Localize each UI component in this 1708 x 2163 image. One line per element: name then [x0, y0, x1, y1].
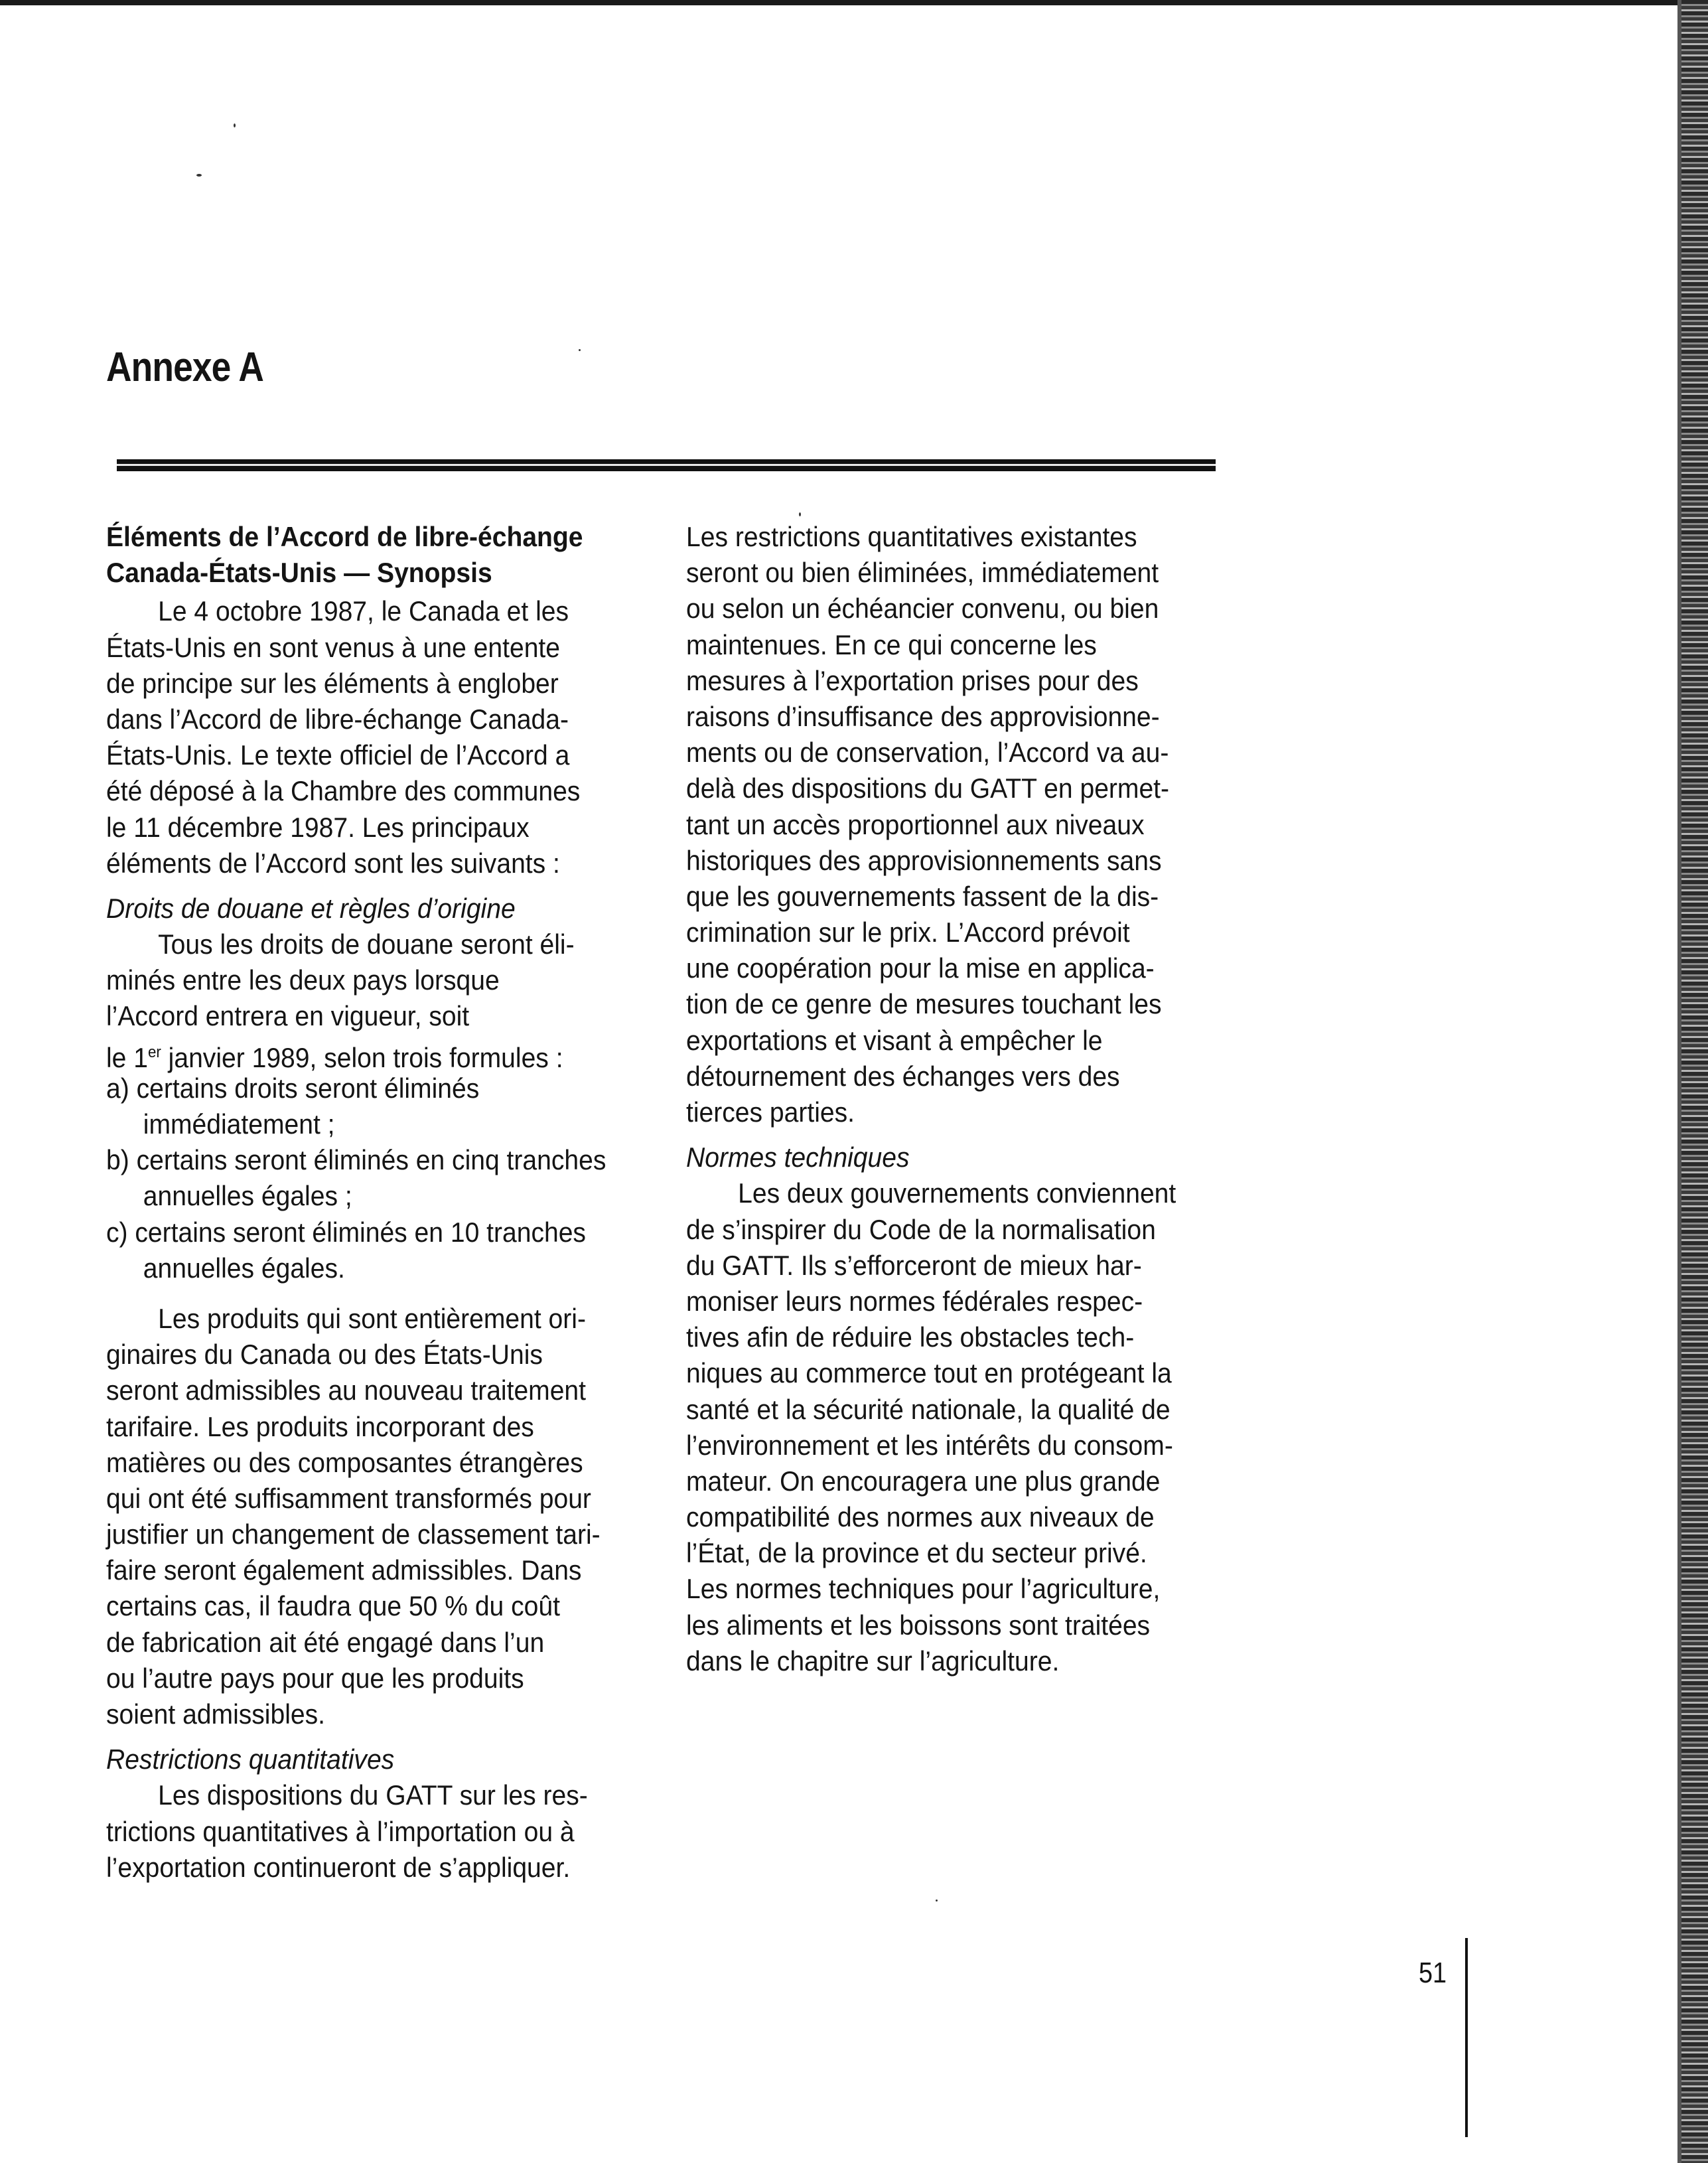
text-line: tierces parties.: [686, 1096, 855, 1128]
text-line: détournement des échanges vers des: [686, 1060, 1120, 1092]
text-line: b) certains seront éliminés en cinq tranches: [106, 1144, 606, 1176]
text-line: été déposé à la Chambre des communes: [106, 775, 581, 807]
text-line: de principe sur les éléments à englober: [106, 667, 559, 699]
text-line: États-Unis. Le texte officiel de l’Accord a: [106, 739, 570, 771]
text-line: de fabrication ait été engagé dans l’un: [106, 1626, 545, 1658]
text-line: faire seront également admissibles. Dans: [106, 1554, 582, 1586]
text-line: Tous les droits de douane seront éli-: [158, 929, 575, 960]
page-number: 51: [1419, 1957, 1447, 1989]
scan-speck: [936, 1900, 938, 1902]
text-line: Les deux gouvernements conviennent: [738, 1177, 1176, 1209]
text-line: Les produits qui sont entièrement ori-: [158, 1302, 586, 1334]
text-line: matières ou des composantes étrangères: [106, 1446, 583, 1478]
text-line: mateur. On encouragera une plus grande: [686, 1465, 1161, 1497]
text-line: Les restrictions quantitatives existantes: [686, 521, 1137, 552]
page-number-rule: [1465, 1938, 1468, 2137]
text-line: tion de ce genre de mesures touchant les: [686, 988, 1162, 1020]
text-line: qui ont été suffisamment transformés pour: [106, 1482, 591, 1514]
text-line: niques au commerce tout en protégeant la: [686, 1357, 1172, 1389]
text-line: tives afin de réduire les obstacles tech-: [686, 1321, 1135, 1353]
text-line: Les normes techniques pour l’agriculture,: [686, 1573, 1161, 1605]
text-line: du GATT. Ils s’efforceront de mieux har-: [686, 1249, 1142, 1281]
text-line: de s’inspirer du Code de la normalisation: [686, 1213, 1156, 1245]
text-line: seront ou bien éliminées, immédiatement: [686, 557, 1159, 589]
text-line: le 1er janvier 1989, selon trois formules :: [106, 1041, 563, 1073]
article-heading: Éléments de l’Accord de libre-échange: [106, 521, 583, 552]
text-line: minés entre les deux pays lorsque: [106, 964, 500, 996]
text-line: a) certains droits seront éliminés: [106, 1072, 480, 1104]
text-line: santé et la sécurité nationale, la qualité de: [686, 1393, 1171, 1425]
text-line: les aliments et les boissons sont traitées: [686, 1609, 1151, 1641]
text-line: mesures à l’exportation prises pour des: [686, 664, 1139, 696]
text-line: historiques des approvisionnements sans: [686, 844, 1162, 876]
text-line: éléments de l’Accord sont les suivants :: [106, 847, 560, 879]
text-line: trictions quantitatives à l’importation ou à: [106, 1815, 575, 1847]
text-line: ou l’autre pays pour que les produits: [106, 1662, 524, 1694]
scan-speck: [799, 512, 801, 516]
text-line: maintenues. En ce qui concerne les: [686, 629, 1097, 660]
text-line: delà des dispositions du GATT en permet-: [686, 773, 1170, 804]
text-line: tarifaire. Les produits incorporant des: [106, 1410, 534, 1442]
text-line: tant un accès proportionnel aux niveaux: [686, 808, 1145, 840]
article-heading: Canada-États-Unis — Synopsis: [106, 557, 492, 589]
text-line: l’État, de la province et du secteur privé.: [686, 1537, 1147, 1569]
text-line: c) certains seront éliminés en 10 tranches: [106, 1216, 586, 1248]
text-line: dans l’Accord de libre-échange Canada-: [106, 703, 569, 735]
text-line: l’Accord entrera en vigueur, soit: [106, 1000, 470, 1032]
text-line: ou selon un échéancier convenu, ou bien: [686, 593, 1159, 625]
scan-speck: [579, 349, 581, 351]
scan-border: [1681, 0, 1708, 2163]
page-edge: [0, 0, 1685, 5]
text-line: compatibilité des normes aux niveaux de: [686, 1501, 1155, 1533]
text-line: soient admissibles.: [106, 1698, 325, 1730]
scan-speck: [234, 123, 236, 127]
text-line: immédiatement ;: [143, 1108, 335, 1140]
text-line: justifier un changement de classement tari-: [106, 1519, 601, 1550]
text-line: Les dispositions du GATT sur les res-: [158, 1779, 588, 1811]
text-line: ginaires du Canada ou des États-Unis: [106, 1339, 543, 1371]
text-line: exportations et visant à empêcher le: [686, 1024, 1103, 1056]
section-heading: Normes techniques: [686, 1142, 910, 1173]
text-line: moniser leurs normes fédérales respec-: [686, 1285, 1143, 1317]
title-rule: [117, 459, 1216, 471]
text-line: crimination sur le prix. L’Accord prévoit: [686, 917, 1130, 948]
text-line: dans le chapitre sur l’agriculture.: [686, 1645, 1060, 1677]
text-line: raisons d’insuffisance des approvisionne-: [686, 700, 1160, 732]
section-heading: Restrictions quantitatives: [106, 1744, 395, 1775]
text-line: l’environnement et les intérêts du consom-: [686, 1429, 1173, 1461]
page-title: Annexe A: [106, 344, 264, 390]
text-line: une coopération pour la mise en applica-: [686, 952, 1155, 984]
text-line: annuelles égales ;: [143, 1180, 352, 1212]
text-line: l’exportation continueront de s’appliquer.: [106, 1851, 571, 1883]
right-column: [686, 519, 1244, 1679]
scan-speck: [196, 174, 202, 177]
text-line: annuelles égales.: [143, 1252, 345, 1284]
text-line: Le 4 octobre 1987, le Canada et les: [158, 595, 569, 627]
left-column: [106, 519, 664, 1886]
text-line: le 11 décembre 1987. Les principaux: [106, 811, 530, 843]
section-heading: Droits de douane et règles d’origine: [106, 892, 516, 924]
text-line: ments ou de conservation, l’Accord va au-: [686, 737, 1169, 769]
text-line: que les gouvernements fassent de la dis-: [686, 880, 1159, 912]
text-line: certains cas, il faudra que 50 % du coût: [106, 1590, 560, 1622]
text-line: États-Unis en sont venus à une entente: [106, 631, 561, 663]
text-line: seront admissibles au nouveau traitement: [106, 1375, 587, 1406]
